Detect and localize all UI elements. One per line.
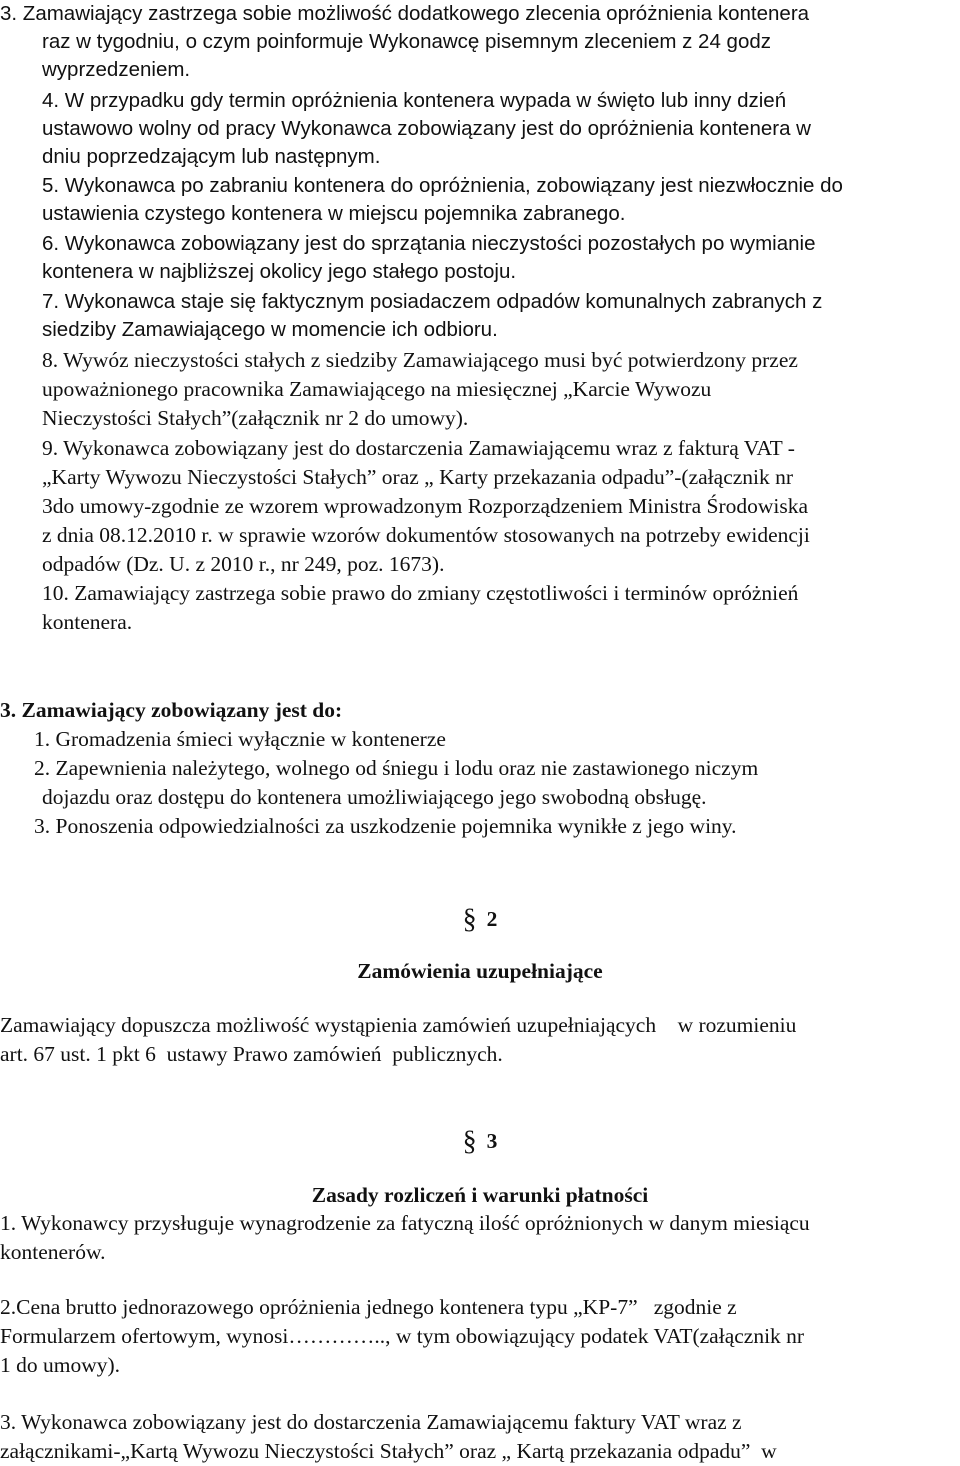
clause-9-line-1: 9. Wykonawca zobowiązany jest do dostarczenia Zamawiającemu wraz z fakturą VAT - [42,436,795,460]
clause-10-line-2: kontenera. [42,610,133,634]
paragraph-3-item-2-line-1: 2.Cena brutto jednorazowego opróżnienia jednego kontenera typu „KP-7” zgodnie z [0,1295,737,1319]
paragraph-3-number [0,1124,960,1158]
clause-9-line-4: z dnia 08.12.2010 r. w sprawie wzorów dokumentów stosowanych na potrzeby ewidencji [42,523,810,547]
clause-4-line-3: dniu poprzedzającym lub następnym. [42,145,381,168]
section-symbol: § [462,1126,477,1157]
paragraph-3-item-2-line-3: 1 do umowy). [0,1353,121,1377]
paragraph-2-body-line-2: art. 67 ust. 1 pkt 6 ustawy Prawo zamówień publicznych. [0,1042,503,1066]
clause-9-line-3: 3do umowy-zgodnie ze wzorem wprowadzonym Rozporządzeniem Ministra Środowiska [42,494,809,518]
clause-3-line-1: 3. Zamawiający zastrzega sobie możliwość dodatkowego zlecenia opróżnienia kontenera [0,2,810,25]
paragraph-2-body-line-1: Zamawiający dopuszcza możliwość wystąpienia zamówień uzupełniających w rozumieniu [0,1013,797,1037]
clause-4-line-2: ustawowo wolny od pracy Wykonawca zobowiązany jest do opróżnienia kontenera w [42,117,811,140]
clause-6-line-2: kontenera w najbliższej okolicy jego stałego postoju. [42,260,517,283]
clause-3-line-2: raz w tygodniu, o czym poinformuje Wykonawcę pisemnym zleceniem z 24 godz [42,30,772,53]
client-item-3: 3. Ponoszenia odpowiedzialności za uszkodzenie pojemnika wynikłe z jego winy. [34,814,737,838]
section-symbol: § [462,904,477,935]
client-item-2-line-1: 2. Zapewnienia należytego, wolnego od śniegu i lodu oraz nie zastawionego niczym [34,756,759,780]
paragraph-2-number [0,902,960,936]
clause-8-line-3: Nieczystości Stałych”(załącznik nr 2 do umowy). [42,406,469,430]
paragraph-2-title: Zamówienia uzupełniające [357,959,603,983]
paragraph-3-item-3-line-1: 3. Wykonawca zobowiązany jest do dostarczenia Zamawiającemu faktury VAT wraz z [0,1410,742,1434]
clause-5-line-2: ustawienia czystego kontenera w miejscu pojemnika zabranego. [42,202,626,225]
clause-6-line-1: 6. Wykonawca zobowiązany jest do sprzątania nieczystości pozostałych po wymianie [42,232,816,255]
clause-10-line-1: 10. Zamawiający zastrzega sobie prawo do zmiany częstotliwości i terminów opróżnień [42,581,799,605]
clause-3-line-3: wyprzedzeniem. [42,58,191,81]
clause-8-line-2: upoważnionego pracownika Zamawiającego na miesięcznej „Karcie Wywozu [42,377,712,401]
client-item-1: 1. Gromadzenia śmieci wyłącznie w kontenerze [34,727,446,751]
clause-9-line-2: „Karty Wywozu Nieczystości Stałych” oraz „ Karty przekazania odpadu”-(załącznik nr [42,465,794,489]
paragraph-3-item-1-line-1: 1. Wykonawcy przysługuje wynagrodzenie za fatyczną ilość opróżnionych w danym miesiącu [0,1211,810,1235]
paragraph-number: 2 [486,907,498,931]
client-obligations-heading: 3. Zamawiający zobowiązany jest do: [0,698,343,722]
clause-7-line-2: siedziby Zamawiającego w momencie ich odbioru. [42,318,498,341]
clause-4-line-1: 4. W przypadku gdy termin opróżnienia kontenera wypada w święto lub inny dzień [42,89,787,112]
paragraph-number: 3 [486,1129,498,1153]
paragraph-3-item-2-line-2: Formularzem ofertowym, wynosi………….., w tym obowiązujący podatek VAT(załącznik nr [0,1324,805,1348]
clause-8-line-1: 8. Wywóz nieczystości stałych z siedziby Zamawiającego musi być potwierdzony przez [42,348,798,372]
client-item-2-line-2: dojazdu oraz dostępu do kontenera umożliwiającego jego swobodną obsługę. [42,785,707,809]
paragraph-3-title: Zasady rozliczeń i warunki płatności [311,1183,649,1207]
clause-5-line-1: 5. Wykonawca po zabraniu kontenera do opróżnienia, zobowiązany jest niezwłocznie do [42,174,843,197]
paragraph-3-item-1-line-2: kontenerów. [0,1240,106,1264]
clause-9-line-5: odpadów (Dz. U. z 2010 r., nr 249, poz. 1673). [42,552,445,576]
paragraph-3-item-3-line-2: załącznikami-„Kartą Wywozu Nieczystości Stałych” oraz „ Kartą przekazania odpadu” w [0,1439,777,1463]
clause-7-line-1: 7. Wykonawca staje się faktycznym posiadaczem odpadów komunalnych zabranych z [42,290,823,313]
